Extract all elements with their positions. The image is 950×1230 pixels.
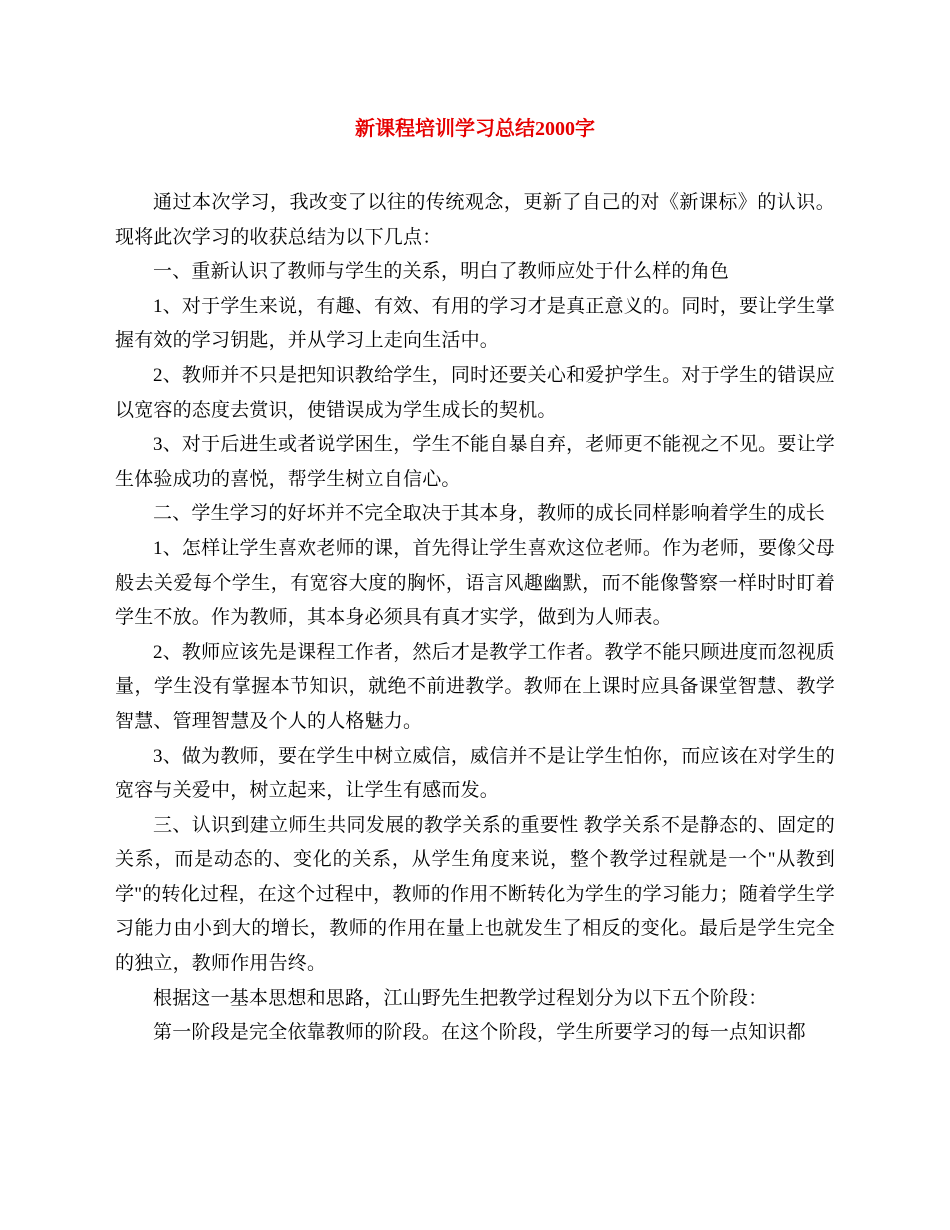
paragraph-five-stages: 根据这一基本思想和思路，江山野先生把教学过程划分为以下五个阶段： xyxy=(153,987,768,1009)
paragraph-1-item-3: 3、对于后进生或者说学困生，学生不能自暴自弃，老师更不能视之不见。要让学生体验成功的喜悦，帮学生树立自信心。 xyxy=(115,434,835,490)
paragraph-1-item-1: 1、对于学生来说，有趣、有效、有用的学习才是真正意义的。同时，要让学生掌握有效的学习钥匙，并从学习上走向生活中。 xyxy=(115,295,835,352)
document-body xyxy=(115,186,835,1051)
paragraph-intro: 通过本次学习，我改变了以往的传统观念，更新了自己的对《新课标》的认识。现将此次学习的收获总结为以下几点： xyxy=(115,192,835,248)
document-title: 新课程培训学习总结2000字 xyxy=(355,118,595,140)
paragraph-1-item-2: 2、教师并不只是把知识教给学生，同时还要关心和爱护学生。对于学生的错误应以宽容的态度去赏识，使错误成为学生成长的契机。 xyxy=(115,364,835,421)
paragraph-2-item-2: 2、教师应该先是课程工作者，然后才是教学工作者。教学不能只顾进度而忽视质量，学生没有掌握本节知识，就绝不前进教学。教师在上课时应具备课堂智慧、教学智慧、管理智慧及个人的人格魅力。 xyxy=(115,641,835,732)
paragraph-2-item-1: 1、怎样让学生喜欢老师的课，首先得让学生喜欢这位老师。作为老师，要像父母般去关爱每个学生，有宽容大度的胸怀，语言风趣幽默，而不能像警察一样时时盯着学生不放。作为教师，其本身必须具有真才实学，做到为人师表。 xyxy=(115,537,835,629)
paragraph-section-3: 三、认识到建立师生共同发展的教学关系的重要性 教学关系不是静态的、固定的关系，而是动态的、变化的关系，从学生角度来说，整个教学过程就是一个"从教到学"的转化过程，在这个过程中，教师的作用不断转化为学生的学习能力；随着学生学习能力由小到大的增长，教师的作用在量上也就发生了相反的变化。最后是学生完全的独立，教师作用告终。 xyxy=(115,814,835,975)
paragraph-section-2: 二、学生学习的好坏并不完全取决于其本身，教师的成长同样影响着学生的成长 xyxy=(153,503,826,525)
paragraph-section-1: 一、重新认识了教师与学生的关系，明白了教师应处于什么样的角色 xyxy=(153,261,730,283)
paragraph-stage-1: 第一阶段是完全依靠教师的阶段。在这个阶段，学生所要学习的每一点知识都 xyxy=(153,1022,806,1044)
paragraph-2-item-3: 3、做为教师，要在学生中树立威信，威信并不是让学生怕你，而应该在对学生的宽容与关爱中，树立起来，让学生有感而发。 xyxy=(115,745,835,802)
